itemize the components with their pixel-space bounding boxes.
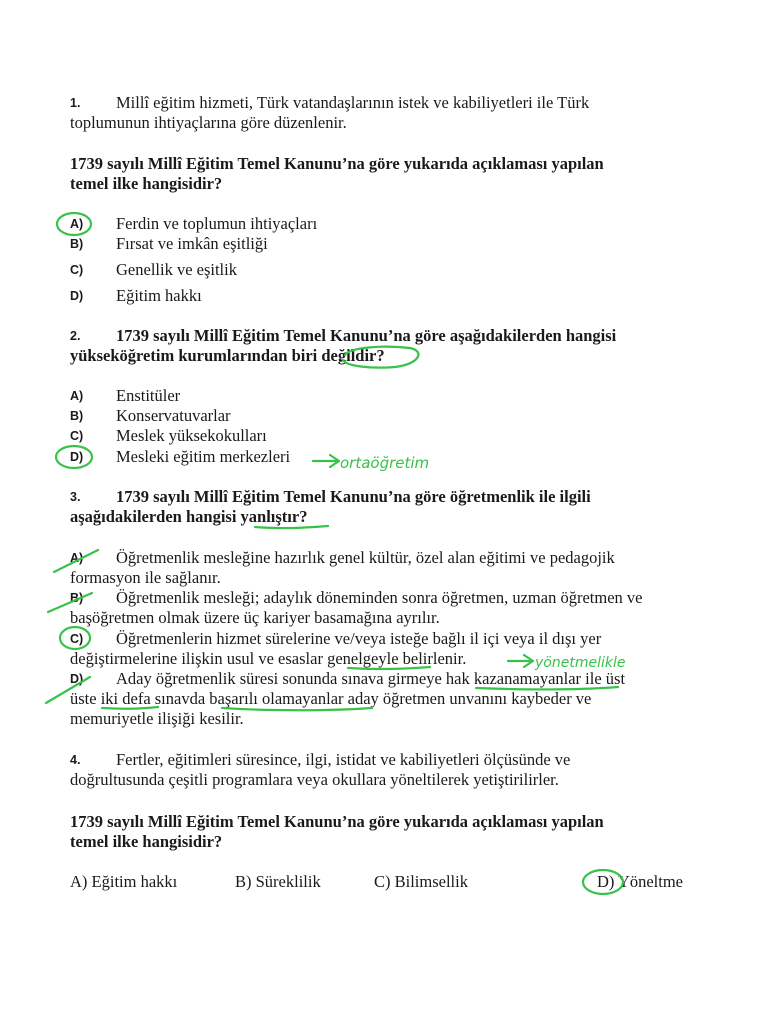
- handwritten-note-q2: ortaöğretim: [340, 454, 430, 472]
- option-a: A) Eğitim hakkı: [70, 872, 178, 891]
- question-prompt: temel ilke hangisidir?: [70, 832, 223, 851]
- option-text: Mesleki eğitim merkezleri: [116, 447, 291, 466]
- question-number: 4.: [70, 753, 81, 767]
- option-text: memuriyetle ilişiği kesilir.: [70, 709, 244, 728]
- option-text: formasyon ile sağlanır.: [70, 568, 221, 587]
- question-prompt: temel ilke hangisidir?: [70, 174, 223, 193]
- option-b: B) Süreklilik: [235, 872, 321, 891]
- option-text: Öğretmenlik mesleği; adaylık döneminden sonra öğretmen, uzman öğretmen ve: [116, 588, 643, 607]
- option-letter: D): [70, 450, 84, 464]
- option-text: Ferdin ve toplumun ihtiyaçları: [116, 214, 318, 233]
- option-text: değiştirmelerine ilişkin usul ve esaslar genelgeyle belirlenir.: [70, 649, 467, 668]
- option-letter: B): [70, 409, 84, 423]
- option-letter: B): [70, 591, 84, 605]
- question-stem: doğrultusunda çeşitli programlara veya okullara yöneltilerek yetiştirilirler.: [70, 770, 559, 789]
- option-letter: A): [70, 551, 84, 565]
- option-text: başöğretmen olmak üzere üç kariyer basamağına ayrılır.: [70, 608, 440, 627]
- option-text: Genellik ve eşitlik: [116, 260, 237, 279]
- option-letter: A): [70, 389, 84, 403]
- question-prompt: yükseköğretim kurumlarından biri değildir?: [70, 346, 385, 365]
- question-prompt: 1739 sayılı Millî Eğitim Temel Kanunu’na göre yukarıda açıklaması yapılan: [70, 154, 604, 173]
- option-letter: C): [70, 632, 84, 646]
- handwritten-note-q3: yönetmelikle: [535, 655, 626, 671]
- option-letter: C): [70, 263, 84, 277]
- arrow-icon: [313, 455, 339, 467]
- question-number: 2.: [70, 329, 81, 343]
- question-prompt: 1739 sayılı Millî Eğitim Temel Kanunu’na göre aşağıdakilerden hangisi: [116, 326, 617, 345]
- option-text: Fırsat ve imkân eşitliği: [116, 234, 268, 253]
- option-letter: C): [70, 429, 84, 443]
- option-d: D) Yöneltme: [597, 872, 683, 891]
- option-text: Aday öğretmenlik süresi sonunda sınava girmeye hak kazanamayanlar ile üst: [116, 669, 626, 688]
- option-text: üste iki defa sınavda başarılı olamayanlar aday öğretmen unvanını kaybeder ve: [70, 689, 592, 708]
- option-letter: D): [70, 672, 84, 686]
- question-number: 1.: [70, 96, 81, 110]
- arrow-icon: [508, 655, 533, 667]
- question-prompt: aşağıdakilerden hangisi yanlıştır?: [70, 507, 308, 526]
- question-number: 3.: [70, 490, 81, 504]
- question-stem: Fertler, eğitimleri süresince, ilgi, istidat ve kabiliyetleri ölçüsünde ve: [116, 750, 571, 769]
- option-letter: B): [70, 237, 84, 251]
- option-text: Konservatuvarlar: [116, 406, 231, 425]
- question-prompt: 1739 sayılı Millî Eğitim Temel Kanunu’na göre öğretmenlik ile ilgili: [116, 487, 591, 506]
- question-stem: toplumunun ihtiyaçlarına göre düzenlenir.: [70, 113, 347, 132]
- option-text: Enstitüler: [116, 386, 181, 405]
- option-text: Öğretmenlik mesleğine hazırlık genel kültür, özel alan eğitimi ve pedagojik: [116, 548, 615, 567]
- question-stem: Millî eğitim hizmeti, Türk vatandaşlarının istek ve kabiliyetleri ile Türk: [116, 93, 590, 112]
- option-letter: D): [70, 289, 84, 303]
- option-c: C) Bilimsellik: [374, 872, 468, 891]
- question-prompt: 1739 sayılı Millî Eğitim Temel Kanunu’na göre yukarıda açıklaması yapılan: [70, 812, 604, 831]
- option-letter: A): [70, 217, 84, 231]
- option-text: Öğretmenlerin hizmet sürelerine ve/veya isteğe bağlı il içi veya il dışı yer: [116, 629, 602, 648]
- option-text: Eğitim hakkı: [116, 286, 202, 305]
- option-text: Meslek yüksekokulları: [116, 426, 267, 445]
